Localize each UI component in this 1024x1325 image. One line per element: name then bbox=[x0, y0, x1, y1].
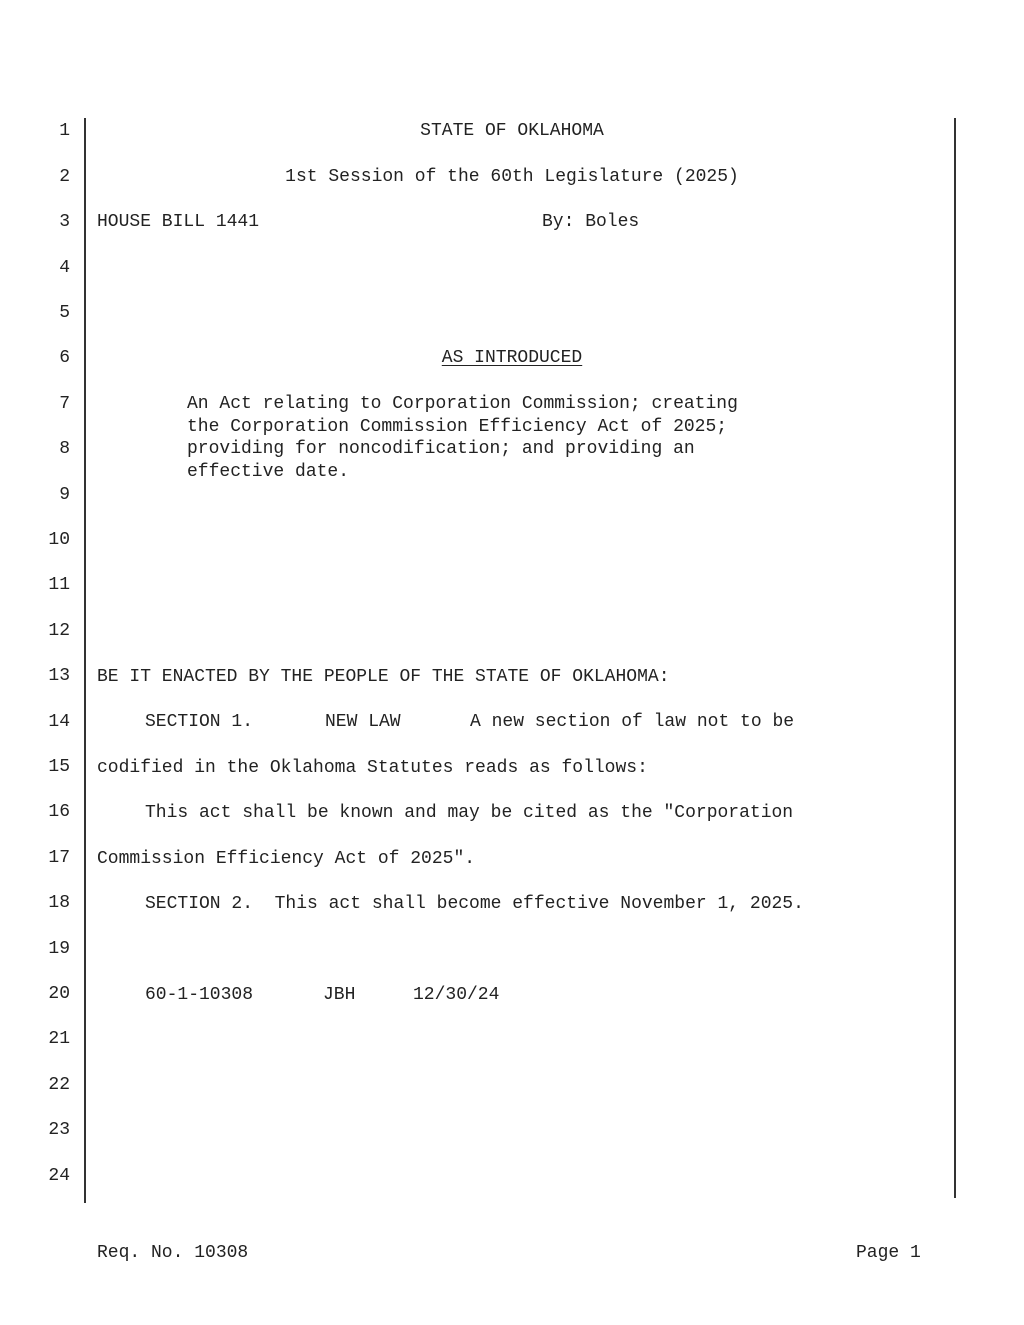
title-line: effective date. bbox=[187, 462, 350, 482]
line-number: 10 bbox=[48, 530, 70, 550]
title-line: the Corporation Commission Efficiency Act of 2025; bbox=[187, 417, 728, 437]
right-margin-rule bbox=[954, 118, 956, 1198]
section-2: SECTION 2. This act shall become effective November 1, 2025. bbox=[145, 894, 804, 914]
line-number: 9 bbox=[59, 485, 70, 505]
section-1-text-cont: Commission Efficiency Act of 2025". bbox=[97, 849, 476, 869]
bill-number: HOUSE BILL 1441 bbox=[97, 212, 260, 232]
section-1-intro-cont: codified in the Oklahoma Statutes reads as follows: bbox=[97, 758, 648, 778]
section-1-intro: A new section of law not to be bbox=[470, 712, 795, 732]
line-number: 11 bbox=[48, 575, 70, 595]
title-line: An Act relating to Corporation Commission; creating bbox=[187, 394, 738, 414]
section-1-label: SECTION 1. bbox=[145, 712, 254, 732]
line-number: 20 bbox=[48, 984, 70, 1004]
title-line: providing for noncodification; and providing an bbox=[187, 439, 695, 459]
line-number: 17 bbox=[48, 848, 70, 868]
bill-status bbox=[96, 347, 928, 369]
enacting-clause: BE IT ENACTED BY THE PEOPLE OF THE STATE OF OKLAHOMA: bbox=[97, 667, 670, 687]
state-heading: STATE OF OKLAHOMA bbox=[420, 121, 604, 141]
line-number: 1 bbox=[59, 121, 70, 141]
line-number: 14 bbox=[48, 712, 70, 732]
section-1-type: NEW LAW bbox=[325, 712, 401, 732]
line-number: 23 bbox=[48, 1120, 70, 1140]
page-number: Page 1 bbox=[856, 1243, 921, 1263]
line-number: 24 bbox=[48, 1166, 70, 1186]
line-number: 16 bbox=[48, 802, 70, 822]
line-number: 2 bbox=[59, 167, 70, 187]
line-number: 3 bbox=[59, 212, 70, 232]
line-number: 8 bbox=[59, 439, 70, 459]
line-number: 18 bbox=[48, 893, 70, 913]
line-number: 19 bbox=[48, 939, 70, 959]
line-number: 22 bbox=[48, 1075, 70, 1095]
session-heading: 1st Session of the 60th Legislature (2025) bbox=[285, 167, 739, 187]
drafting-request-number: 60-1-10308 bbox=[145, 985, 254, 1005]
request-number-footer: Req. No. 10308 bbox=[97, 1243, 249, 1263]
line-number: 13 bbox=[48, 666, 70, 686]
line-number: 5 bbox=[59, 303, 70, 323]
left-margin-rule bbox=[84, 118, 86, 1203]
line-number: 21 bbox=[48, 1029, 70, 1049]
section-1-text: This act shall be known and may be cited as the "Corporation bbox=[145, 803, 794, 823]
line-number: 12 bbox=[48, 621, 70, 641]
line-number: 4 bbox=[59, 258, 70, 278]
drafter-initials: JBH bbox=[323, 985, 356, 1005]
line-number: 6 bbox=[59, 348, 70, 368]
bill-status-text: AS INTRODUCED bbox=[441, 348, 583, 368]
line-number: 7 bbox=[59, 394, 70, 414]
bill-author: By: Boles bbox=[542, 212, 640, 232]
drafting-date: 12/30/24 bbox=[413, 985, 500, 1005]
line-number: 15 bbox=[48, 757, 70, 777]
